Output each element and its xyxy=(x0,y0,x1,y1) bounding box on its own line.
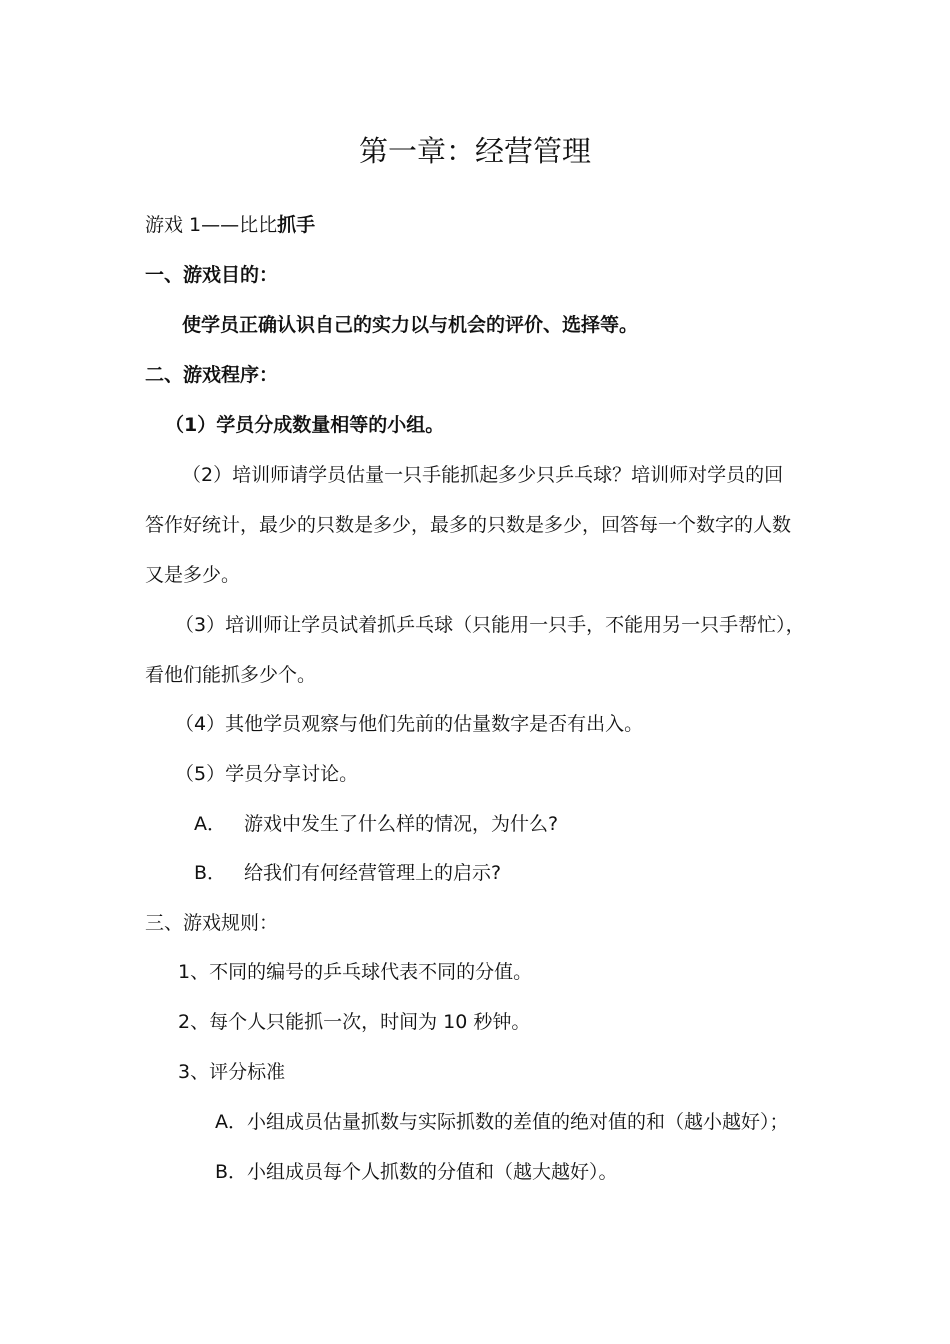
rule-3: 3、评分标准 xyxy=(178,1061,286,1083)
rule-1: 1、不同的编号的乒乓球代表不同的分值。 xyxy=(178,961,533,983)
rule-2: 2、每个人只能抓一次，时间为 10 秒钟。 xyxy=(178,1011,531,1033)
question-b-label: B． xyxy=(194,862,227,884)
step-1: （1）学员分成数量相等的小组。 xyxy=(165,414,445,436)
step-3-line-1: （3）培训师让学员试着抓乒乓球（只能用一只手，不能用另一只手帮忙）， xyxy=(175,614,805,636)
step-2-line-3: 又是多少。 xyxy=(145,564,241,586)
step-2-line-2: 答作好统计，最少的只数是多少，最多的只数是多少，回答每一个数字的人数 xyxy=(145,514,792,536)
step-3-line-2: 看他们能抓多少个。 xyxy=(145,664,317,686)
question-a-text: 游戏中发生了什么样的情况，为什么? xyxy=(244,813,559,835)
chapter-title: 第一章：经营管理 xyxy=(358,134,591,168)
section-1-heading: 一、游戏目的： xyxy=(145,264,279,286)
rule-3-b: B．小组成员每个人抓数的分值和（越大越好）。 xyxy=(215,1161,618,1183)
step-4: （4）其他学员观察与他们先前的估量数字是否有出入。 xyxy=(175,713,644,735)
question-b-text: 给我们有何经营管理上的启示? xyxy=(244,862,502,884)
game-heading-prefix: 游戏 1——比比 xyxy=(145,214,278,236)
step-5: （5）学员分享讨论。 xyxy=(175,763,359,785)
game-heading xyxy=(145,213,315,237)
step-2-line-1: （2）培训师请学员估量一只手能抓起多少只乒乓球？培训师对学员的回 xyxy=(182,464,784,486)
section-2-heading: 二、游戏程序： xyxy=(145,364,279,386)
game-heading-bold: 抓手 xyxy=(277,214,316,236)
section-3-heading: 三、游戏规则： xyxy=(145,912,279,934)
rule-3-a: A．小组成员估量抓数与实际抓数的差值的绝对值的和（越小越好）； xyxy=(215,1111,789,1133)
question-a-label: A． xyxy=(194,813,226,835)
section-1-text: 使学员正确认识自己的实力以与机会的评价、选择等。 xyxy=(182,314,639,336)
